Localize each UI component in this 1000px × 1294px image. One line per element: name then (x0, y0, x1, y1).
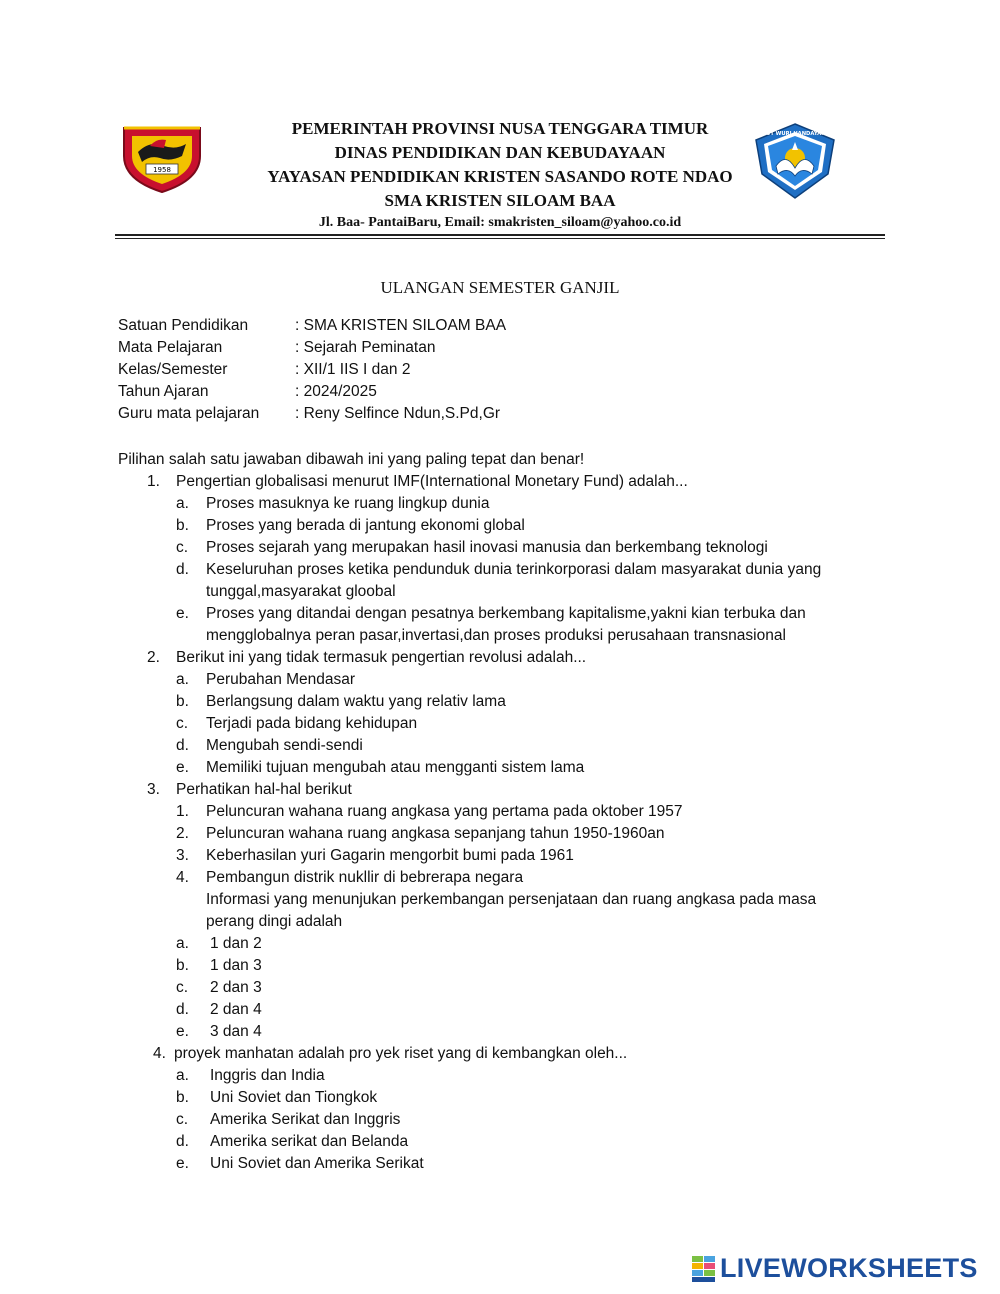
info-label: Guru mata pelajaran (118, 405, 260, 422)
instruction-text: Pilihan salah satu jawaban dibawah ini yang paling tepat dan benar! (118, 451, 585, 468)
answer-option-text: Proses sejarah yang merupakan hasil inovasi manusia dan berkembang teknologi (206, 539, 768, 556)
answer-option-number: b. (176, 1089, 189, 1106)
info-label: Satuan Pendidikan (118, 317, 249, 334)
statement-item-number: 1. (176, 803, 189, 820)
info-value: : XII/1 IIS I dan 2 (295, 361, 411, 378)
answer-option-number: e. (176, 605, 189, 622)
answer-option-text: Terjadi pada bidang kehidupan (206, 715, 418, 732)
answer-option-number: e. (176, 1023, 189, 1040)
header-line-2: DINAS PENDIDIKAN DAN KEBUDAYAAN (334, 143, 666, 162)
answer-option-text: 2 dan 3 (210, 979, 262, 996)
question-text: Perhatikan hal-hal berikut (176, 781, 352, 798)
answer-option-number: d. (176, 1133, 189, 1150)
answer-option-number: b. (176, 693, 189, 710)
answer-option-number: d. (176, 561, 189, 578)
answer-option-text: Proses yang ditandai dengan pesatnya berkembang kapitalisme,yakni kian terbuka dan (206, 605, 806, 622)
answer-option-text: Amerika serikat dan Belanda (210, 1133, 409, 1150)
info-value: : SMA KRISTEN SILOAM BAA (295, 317, 507, 334)
answer-option-text: Mengubah sendi-sendi (206, 737, 363, 754)
statement-item-text: Informasi yang menunjukan perkembangan persenjataan dan ruang angkasa pada masa (206, 891, 817, 908)
question-number: 2. (147, 649, 160, 666)
answer-option-number: e. (176, 759, 189, 776)
answer-option-text: Keseluruhan proses ketika pendunduk dunia terinkorporasi dalam masyarakat dunia yang (206, 561, 822, 578)
statement-item-text: Pembangun distrik nukllir di bebrerapa negara (206, 869, 524, 886)
header-divider (115, 234, 885, 236)
answer-option-text: mengglobalnya peran pasar,invertasi,dan proses produksi perusahaan transnasional (206, 627, 786, 644)
answer-option-text: tunggal,masyarakat gloobal (206, 583, 396, 600)
answer-option-text: Uni Soviet dan Amerika Serikat (210, 1155, 424, 1172)
liveworksheets-watermark (692, 1252, 992, 1286)
question-text: Berikut ini yang tidak termasuk pengertian revolusi adalah... (176, 649, 587, 666)
header-line-4: SMA KRISTEN SILOAM BAA (384, 191, 616, 210)
answer-option-number: c. (176, 1111, 189, 1128)
answer-option-number: e. (176, 1155, 189, 1172)
header-divider-thin (115, 238, 885, 239)
info-label: Mata Pelajaran (118, 339, 223, 356)
answer-option-text: Berlangsung dalam waktu yang relativ lama (206, 693, 506, 710)
statement-item-number: 4. (176, 869, 189, 886)
question-number: 1. (147, 473, 160, 490)
statement-item-text: perang dingi adalah (206, 913, 343, 930)
statement-item-number: 2. (176, 825, 189, 842)
answer-option-number: c. (176, 979, 189, 996)
answer-option-text: Proses yang berada di jantung ekonomi global (206, 517, 525, 534)
answer-option-number: c. (176, 715, 189, 732)
header-line-3: YAYASAN PENDIDIKAN KRISTEN SASANDO ROTE NDAO (267, 167, 733, 186)
question-number: 4. (153, 1045, 166, 1062)
question-number: 3. (147, 781, 160, 798)
answer-option-text: Proses masuknya ke ruang lingkup dunia (206, 495, 490, 512)
info-value: : Reny Selfince Ndun,S.Pd,Gr (295, 405, 501, 422)
liveworksheets-text: LIVEWORKSHEETS (720, 1253, 978, 1283)
question-text: proyek manhatan adalah pro yek riset yang di kembangkan oleh... (174, 1045, 628, 1062)
exam-title: ULANGAN SEMESTER GANJIL (380, 278, 620, 297)
answer-option-number: d. (176, 737, 189, 754)
answer-option-number: a. (176, 495, 189, 512)
statement-item-text: Peluncuran wahana ruang angkasa sepanjang tahun 1950-1960an (206, 825, 665, 842)
info-value: : Sejarah Peminatan (295, 339, 436, 356)
answer-option-text: 1 dan 2 (210, 935, 262, 952)
emblem-motto: TUT WURI HANDAYANI (762, 131, 828, 137)
statement-item-number: 3. (176, 847, 189, 864)
answer-option-text: Memiliki tujuan mengubah atau mengganti sistem lama (206, 759, 585, 776)
answer-option-number: a. (176, 671, 189, 688)
statement-item-text: Keberhasilan yuri Gagarin mengorbit bumi pada 1961 (206, 847, 574, 864)
answer-option-text: Perubahan Mendasar (206, 671, 356, 688)
answer-option-number: a. (176, 1067, 189, 1084)
answer-option-number: d. (176, 1001, 189, 1018)
info-label: Kelas/Semester (118, 361, 228, 378)
answer-option-text: 2 dan 4 (210, 1001, 262, 1018)
info-value: : 2024/2025 (295, 383, 377, 400)
emblem-year: 1958 (153, 166, 171, 174)
statement-item-text: Peluncuran wahana ruang angkasa yang pertama pada oktober 1957 (206, 803, 683, 820)
answer-option-text: 1 dan 3 (210, 957, 262, 974)
header-line-1: PEMERINTAH PROVINSI NUSA TENGGARA TIMUR (291, 119, 709, 138)
answer-option-text: Uni Soviet dan Tiongkok (210, 1089, 378, 1106)
answer-option-number: b. (176, 957, 189, 974)
info-label: Tahun Ajaran (118, 383, 209, 400)
answer-option-number: b. (176, 517, 189, 534)
header-address: Jl. Baa- PantaiBaru, Email: smakristen_siloam@yahoo.co.id (318, 215, 682, 230)
answer-option-text: Amerika Serikat dan Inggris (210, 1111, 401, 1128)
answer-option-number: a. (176, 935, 189, 952)
answer-option-text: Inggris dan India (210, 1067, 325, 1084)
answer-option-number: c. (176, 539, 189, 556)
question-text: Pengertian globalisasi menurut IMF(International Monetary Fund) adalah... (176, 473, 688, 490)
liveworksheets-logo-icon (692, 1256, 716, 1282)
answer-option-text: 3 dan 4 (210, 1023, 262, 1040)
